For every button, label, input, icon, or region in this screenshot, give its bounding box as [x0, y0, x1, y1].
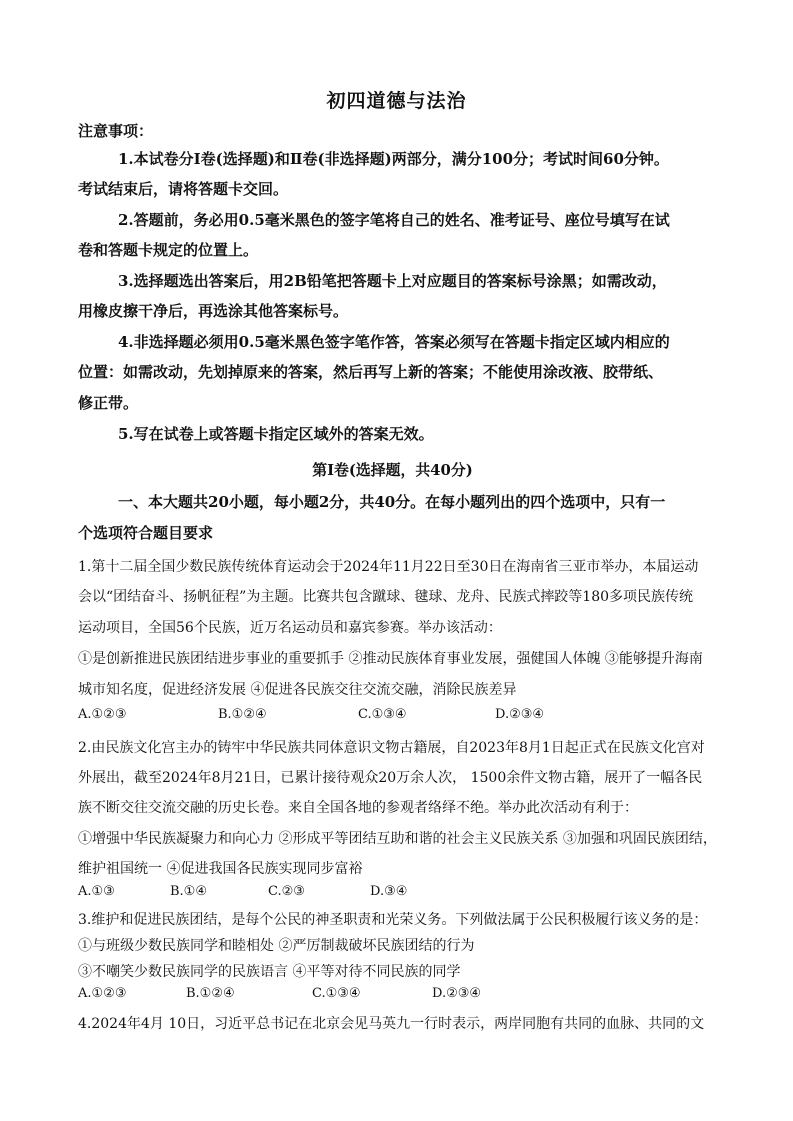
notice-line: 1.本试卷分Ⅰ卷(选择题)和Ⅱ卷(非选择题)两部分，满分100分；考试时间60分钟。: [118, 150, 669, 168]
question-2-option-d: D.③④: [370, 884, 408, 899]
section-title: 第Ⅰ卷(选择题，共40分): [312, 461, 473, 479]
question-2-line: 外展出，截至2024年8月21日，已累计接待观众20万余人次， 1500余件文物古籍，展开了一幅各民: [78, 770, 703, 786]
notice-line: 考试结束后，请将答题卡交回。: [78, 180, 289, 198]
question-1-option-b: B.①②④: [218, 707, 267, 722]
question-2-line: 维护祖国统一 ④促进我国各民族实现同步富裕: [78, 861, 363, 877]
question-3-line: ③不嘲笑少数民族同学的民族语言 ④平等对待不同民族的同学: [78, 964, 461, 980]
notice-line: 位置：如需改动，先划掉原来的答案，然后再写上新的答案；不能使用涂改液、胶带纸、: [78, 363, 664, 381]
question-1-option-d: D.②③④: [495, 707, 545, 722]
question-3-option-c: C.①③④: [312, 986, 361, 1001]
notice-line: 用橡皮擦干净后，再选涂其他答案标号。: [78, 302, 349, 320]
notice-line: 卷和答题卡规定的位置上。: [78, 241, 259, 259]
question-2-line: 族不断交往交流交融的历史长卷。来自全国各地的参观者络绎不绝。举办此次活动有利于：: [78, 800, 638, 816]
notice-line: 2.答题前，务必用0.5毫米黑色的签字笔将自己的姓名、准考证号、座位号填写在试: [118, 211, 670, 229]
question-1-line: 运动项目，全国56个民族，近万名运动员和嘉宾参赛。举办该活动：: [78, 620, 502, 636]
question-1-line: 会以“团结奋斗、扬帆征程”为主题。比赛共包含蹴球、毽球、龙舟、民族式摔跤等180多项民族传统: [78, 589, 694, 605]
notice-line: 修正带。: [78, 394, 139, 412]
question-1-line: 1.第十二届全国少数民族传统体育运动会于2024年11月22日至30日在海南省三亚市举办，本届运动: [78, 559, 699, 575]
question-2-option-c: C.②③: [268, 884, 305, 899]
notice-line: 4.非选择题必须用0.5毫米黑色签字笔作答，答案必须写在答题卡指定区域内相应的: [118, 333, 670, 351]
notice-line: 3.选择题选出答案后，用2B铅笔把答题卡上对应题目的答案标号涂黑；如需改动，: [118, 272, 667, 290]
question-3-option-b: B.①②④: [186, 986, 235, 1001]
question-2-line: 2.由民族文化宫主办的铸牢中华民族共同体意识文物古籍展，自2023年8月1日起正式在民族文化宫对: [78, 740, 705, 756]
question-2-option-a: A.①③: [78, 884, 115, 899]
question-4-line: 4.2024年4月 10日，习近平总书记在北京会见马英九一行时表示，两岸同胞有共同的血脉、共同的文: [78, 1016, 705, 1032]
notice-heading: 注意事项：: [78, 122, 154, 140]
notice-line: 5.写在试卷上或答题卡指定区域外的答案无效。: [118, 425, 434, 443]
question-1-line: ①是创新推进民族团结进步事业的重要抓手 ②推动民族体育事业发展，强健国人体魄 ③能够提升海南: [78, 651, 703, 667]
question-3-option-d: D.②③④: [432, 986, 482, 1001]
question-3-option-a: A.①②③: [78, 986, 127, 1001]
question-2-line: ①增强中华民族凝聚力和向心力 ②形成平等团结互助和谐的社会主义民族关系 ③加强和巩固民族团结，: [78, 831, 717, 847]
question-1-option-a: A.①②③: [78, 707, 127, 722]
exam-title: 初四道德与法治: [326, 90, 467, 112]
section-instruction: 一、本大题共20小题，每小题2分，共40分。在每小题列出的四个选项中，只有一: [118, 493, 666, 511]
question-1-line: 城市知名度，促进经济发展 ④促进各民族交往交流交融，消除民族差异: [78, 682, 517, 698]
question-3-line: ①与班级少数民族同学和睦相处 ②严厉制裁破坏民族团结的行为: [78, 938, 475, 954]
question-2-option-b: B.①④: [170, 884, 207, 899]
question-1-option-c: C.①③④: [358, 707, 407, 722]
question-3-line: 3.维护和促进民族团结，是每个公民的神圣职责和光荣义务。下列做法属于公民积极履行该义务的是：: [78, 912, 708, 928]
section-instruction: 个选项符合题目要求: [78, 524, 214, 542]
